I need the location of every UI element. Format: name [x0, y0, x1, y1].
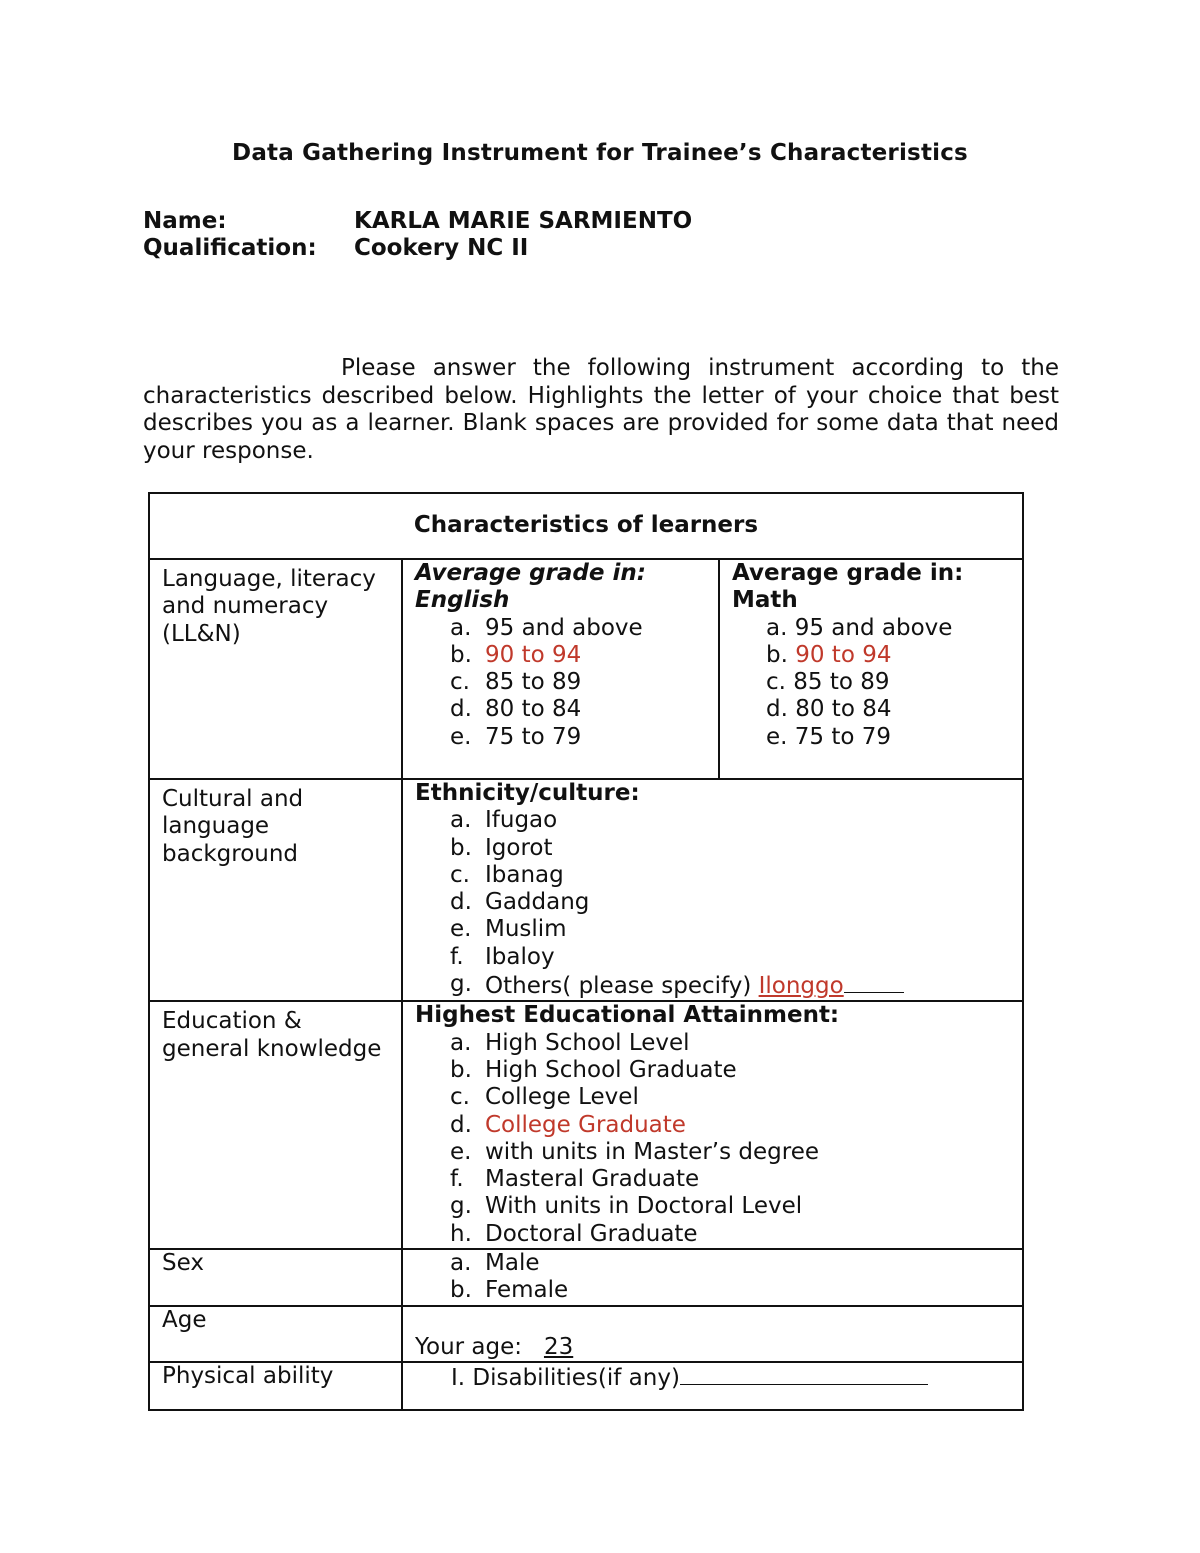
list-item[interactable]	[450, 835, 1010, 862]
other-blank-line	[844, 971, 904, 993]
english-cell	[402, 559, 719, 779]
age-cell	[402, 1306, 1023, 1362]
option-letter: d.	[450, 889, 472, 916]
list-item[interactable]	[766, 669, 1010, 696]
qualification-label: Qualification:	[143, 235, 317, 261]
list-item[interactable]	[450, 642, 706, 669]
math-options	[732, 615, 1010, 751]
other-text: Others( please specify)	[485, 973, 752, 1000]
disabilities-text: I. Disabilities(if any)	[451, 1365, 680, 1392]
culture-options	[415, 807, 1010, 971]
culture-heading: Ethnicity/culture:	[415, 780, 640, 806]
culture-cell	[402, 779, 1023, 1001]
option-letter: c.	[450, 861, 470, 888]
option-letter: c.	[766, 669, 794, 696]
option-text: Muslim	[485, 916, 567, 943]
option-text: Masteral Graduate	[485, 1166, 700, 1193]
list-item: g. Others( please specify) Ilonggo	[450, 971, 1010, 1000]
option-text: 80 to 84	[795, 696, 892, 723]
education-heading: Highest Educational Attainment:	[415, 1002, 840, 1029]
disabilities-blank-line[interactable]	[680, 1363, 928, 1385]
sex-label: Sex	[149, 1249, 402, 1306]
option-letter: b.	[450, 1277, 472, 1304]
document-title: Data Gathering Instrument for Trainee’s Characteristics	[232, 140, 968, 166]
option-text: Male	[485, 1250, 540, 1277]
list-item[interactable]	[450, 1084, 1010, 1111]
list-item[interactable]	[766, 724, 1010, 751]
culture-other-option	[415, 971, 1010, 1000]
option-letter: e.	[450, 916, 472, 943]
list-item[interactable]	[450, 1193, 1010, 1220]
option-text: College Level	[485, 1084, 639, 1111]
table-row-sex	[149, 1249, 1023, 1306]
math-subject: Math	[732, 587, 798, 614]
option-letter: b.	[450, 641, 472, 668]
option-letter: d.	[450, 1111, 472, 1138]
option-text: Gaddang	[485, 889, 590, 916]
age-label: Age	[149, 1306, 402, 1362]
list-item[interactable]	[450, 669, 706, 696]
list-item[interactable]	[766, 642, 1010, 669]
option-letter: e.	[450, 1138, 472, 1165]
list-item[interactable]	[450, 916, 1010, 943]
option-letter: b.	[766, 641, 796, 668]
option-letter: d.	[450, 696, 472, 723]
option-text: 95 and above	[794, 614, 953, 641]
qualification-row	[143, 235, 528, 261]
option-text: Ibanag	[485, 861, 564, 888]
option-text: High School Graduate	[485, 1056, 737, 1083]
option-text: Doctoral Graduate	[485, 1220, 698, 1247]
list-item[interactable]	[450, 1030, 1010, 1057]
option-letter: a.	[450, 1250, 472, 1277]
education-label: Education & general knowledge	[149, 1001, 402, 1249]
name-value: KARLA MARIE SARMIENTO	[354, 208, 693, 234]
option-letter: e.	[450, 723, 472, 750]
list-item[interactable]	[450, 696, 706, 723]
list-item[interactable]	[766, 615, 1010, 642]
option-letter: f.	[450, 943, 464, 970]
table-row-physical	[149, 1362, 1023, 1410]
list-item[interactable]	[450, 724, 706, 751]
option-letter: a.	[766, 614, 795, 641]
list-item[interactable]	[450, 1139, 1010, 1166]
other-value[interactable]: Ilonggo	[758, 973, 844, 1000]
option-text: College Graduate	[485, 1111, 686, 1138]
option-letter: c.	[450, 669, 470, 696]
list-item[interactable]	[450, 615, 706, 642]
option-text: with units in Master’s degree	[485, 1138, 819, 1165]
instructions-text: Please answer the following instrument according to the characteristics described below. Highlights the letter of your choice that best describes you as a learner. Blank spaces are provided for some data that need your response.	[143, 355, 1059, 464]
age-value[interactable]: 23	[543, 1334, 574, 1361]
option-letter: e.	[766, 723, 795, 750]
list-item[interactable]	[450, 889, 1010, 916]
name-label: Name:	[143, 208, 227, 234]
list-item[interactable]	[450, 944, 1010, 971]
list-item[interactable]	[450, 1057, 1010, 1084]
option-letter: b.	[450, 834, 472, 861]
education-options	[415, 1030, 1010, 1248]
culture-label: Cultural and language background	[149, 779, 402, 1001]
option-letter: d.	[766, 696, 796, 723]
option-letter: h.	[450, 1220, 472, 1247]
list-item[interactable]	[450, 1221, 1010, 1248]
sex-options	[415, 1250, 1010, 1305]
option-text: 75 to 79	[794, 723, 892, 750]
option-letter: b.	[450, 1056, 472, 1083]
list-item[interactable]	[450, 1112, 1010, 1139]
option-text: 85 to 89	[793, 669, 890, 696]
list-item[interactable]	[450, 1250, 1010, 1277]
math-heading: Average grade in:	[732, 560, 964, 586]
list-item[interactable]	[450, 1166, 1010, 1193]
age-prompt: Your age:	[415, 1334, 523, 1361]
option-letter: c.	[450, 1084, 470, 1111]
english-heading: Average grade in:	[415, 560, 646, 586]
education-cell	[402, 1001, 1023, 1249]
sex-cell	[402, 1249, 1023, 1306]
option-text: 75 to 79	[485, 723, 582, 750]
lln-label: Language, literacy and numeracy (LL&N)	[149, 559, 402, 779]
physical-cell	[402, 1362, 1023, 1410]
math-cell	[719, 559, 1023, 779]
english-options	[415, 615, 706, 751]
list-item[interactable]	[450, 807, 1010, 834]
qualification-value: Cookery NC II	[354, 235, 529, 261]
option-text: High School Level	[485, 1029, 690, 1056]
table-row-age	[149, 1306, 1023, 1362]
option-letter: f.	[450, 1166, 464, 1193]
option-text: Female	[485, 1277, 569, 1304]
option-text: With units in Doctoral Level	[485, 1193, 803, 1220]
characteristics-table	[148, 492, 1024, 1411]
option-text: 90 to 94	[485, 641, 582, 668]
name-row	[143, 208, 692, 234]
table-row-lln	[149, 559, 1023, 779]
option-letter: a.	[450, 1029, 472, 1056]
list-item[interactable]	[450, 862, 1010, 889]
list-item[interactable]	[450, 1277, 1010, 1304]
option-text: Ibaloy	[485, 943, 555, 970]
option-text: 95 and above	[485, 614, 643, 641]
instructions-paragraph	[143, 355, 1059, 465]
table-row-education	[149, 1001, 1023, 1249]
list-item[interactable]	[766, 696, 1010, 723]
option-text: Igorot	[485, 834, 553, 861]
option-text: 80 to 84	[485, 696, 582, 723]
table-header: Characteristics of learners	[149, 493, 1023, 559]
option-text: 90 to 94	[795, 641, 892, 668]
physical-label: Physical ability	[149, 1362, 402, 1410]
table-row-culture	[149, 779, 1023, 1001]
option-letter: g.	[450, 1193, 472, 1220]
option-text: 85 to 89	[485, 669, 582, 696]
english-subject: English	[415, 587, 510, 614]
option-letter: a.	[450, 807, 472, 834]
option-letter: a.	[450, 614, 472, 641]
option-text: Ifugao	[485, 807, 558, 834]
